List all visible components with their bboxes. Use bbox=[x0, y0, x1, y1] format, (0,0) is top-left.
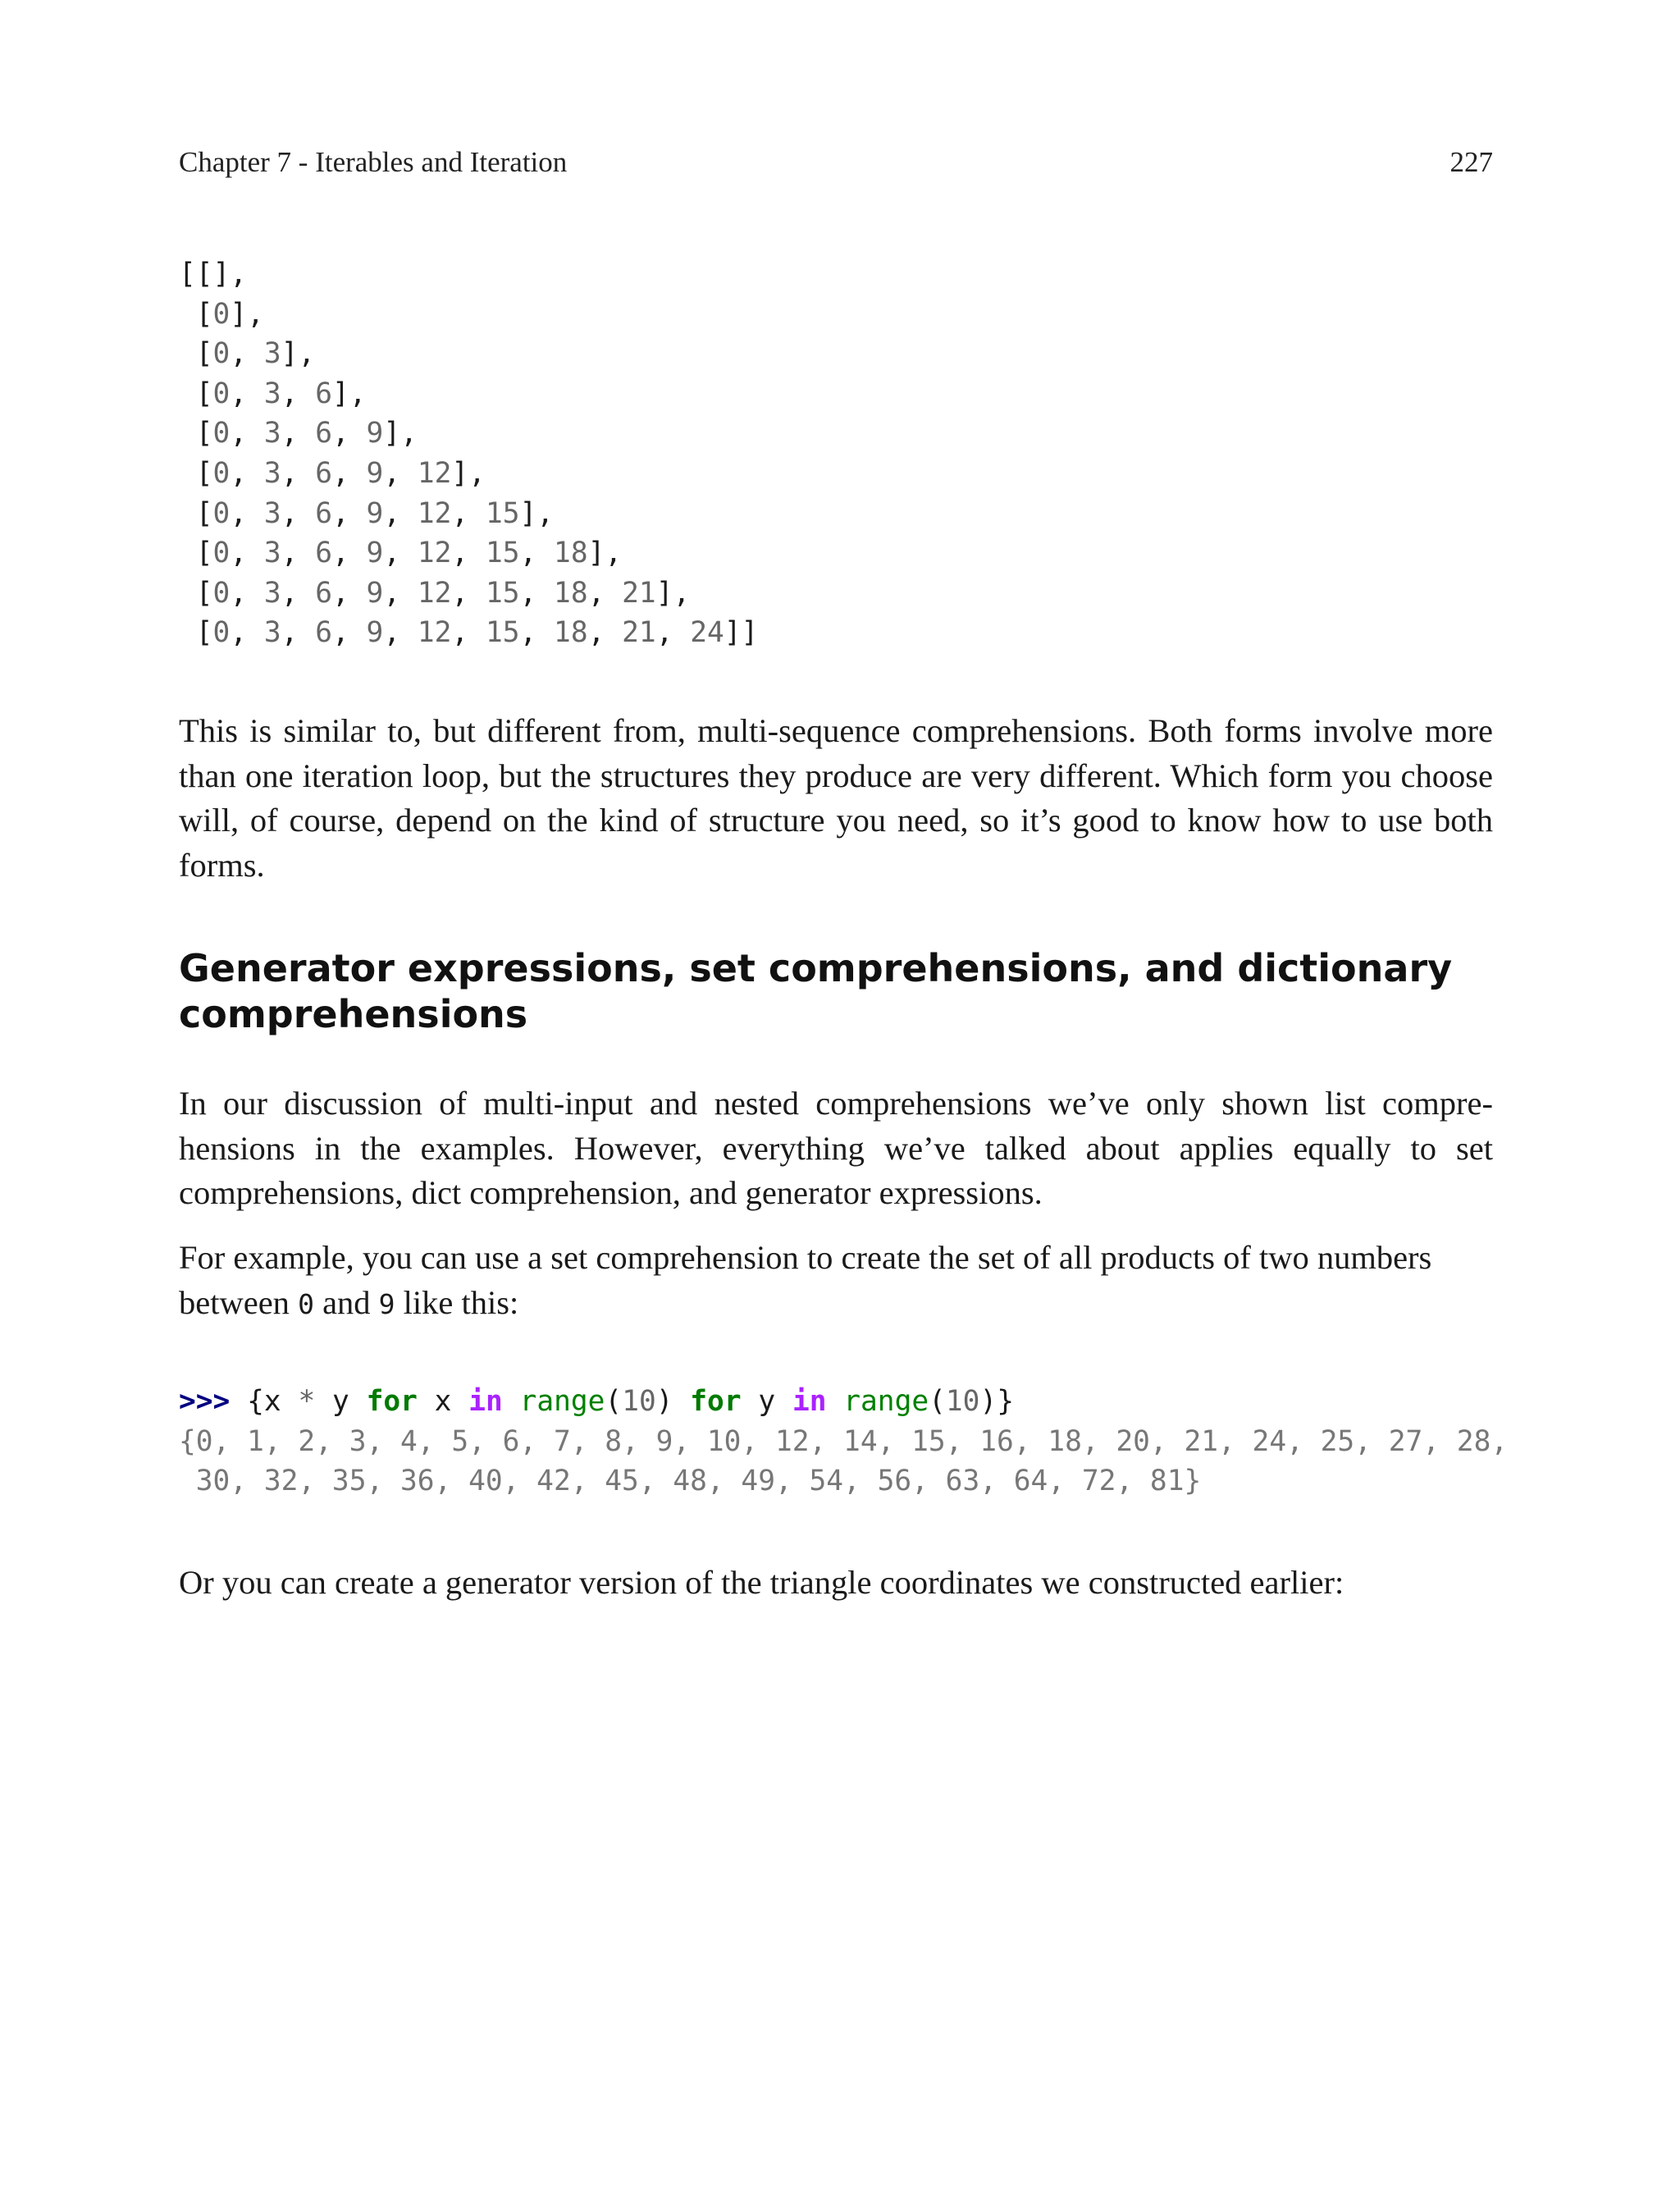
code-var-x: x bbox=[434, 1385, 452, 1418]
code-builtin-range: range bbox=[519, 1385, 605, 1418]
code-builtin-range: range bbox=[843, 1385, 929, 1418]
paragraph-intro: In our discussion of multi-input and nested comprehensions we’ve only shown list comprehensions in the examples. However, everything we’ve talked about applies equally to set comprehensions, dict comprehension, and generator expressions. bbox=[179, 1085, 1493, 1211]
paragraph-comparison: This is similar to, but different from, multi-sequence comprehensions. Both forms involve more than one iteration loop, but the structures they produce are very different. Which form you choose will, of course, depend on the kind of structure you need, so it’s good to know how to use both forms. bbox=[179, 712, 1493, 884]
code-output-line: 30, 32, 35, 36, 40, 42, 45, 48, 49, 54, 56, 63, 64, 72, 81} bbox=[179, 1465, 1202, 1498]
code-keyword-for: for bbox=[366, 1385, 418, 1418]
listing-line: [0, 3, 6, 9, 12, 15, 18, 21, 24]] bbox=[179, 616, 759, 650]
code-number: 10 bbox=[945, 1385, 980, 1418]
code-operator-times: * bbox=[298, 1385, 316, 1418]
listing-line: [0, 3, 6, 9, 12], bbox=[179, 456, 486, 490]
code-keyword-in: in bbox=[468, 1385, 503, 1418]
code-keyword-in: in bbox=[792, 1385, 827, 1418]
code-var-y: y bbox=[758, 1385, 776, 1418]
running-header bbox=[179, 146, 1493, 187]
code-var-x: x bbox=[263, 1385, 281, 1418]
paragraph-example-text-2: and bbox=[313, 1283, 379, 1321]
paragraph-example-text-1: For example, you can use a set comprehension to create the set of all products of two numbers between bbox=[179, 1239, 1432, 1321]
listing-line: [0, 3, 6], bbox=[179, 377, 367, 410]
listing-line: [0, 3, 6, 9, 12, 15], bbox=[179, 496, 555, 530]
code-brace-open: { bbox=[247, 1385, 264, 1418]
listing-line: [0, 3], bbox=[179, 337, 316, 371]
page-number: 227 bbox=[1449, 146, 1493, 178]
set-comprehension-code-block bbox=[179, 1382, 1508, 1502]
section-heading: Generator expressions, set comprehensions, and dictionary comprehensions bbox=[179, 946, 1453, 1036]
listing-line: [0, 3, 6, 9, 12, 15, 18], bbox=[179, 537, 623, 570]
chapter-title: Chapter 7 - Iterables and Iteration bbox=[179, 146, 568, 178]
repl-prompt: >>> bbox=[179, 1385, 231, 1418]
listing-line: [0, 3, 6, 9], bbox=[179, 417, 418, 450]
paragraph-example bbox=[179, 1236, 1493, 1327]
output-code-block bbox=[179, 254, 758, 653]
code-brace-close: } bbox=[997, 1385, 1015, 1418]
paragraph-generator: Or you can create a generator version of the triangle coordinates we constructed earlier: bbox=[179, 1564, 1344, 1601]
listing-line: [[], bbox=[179, 258, 248, 290]
code-var-y: y bbox=[332, 1385, 349, 1418]
listing-line: [0, 3, 6, 9, 12, 15, 18, 21], bbox=[179, 576, 691, 610]
inline-code-nine: 9 bbox=[378, 1287, 395, 1320]
code-number: 10 bbox=[622, 1385, 656, 1418]
code-input-line: >>> {x * y for x in range(10) for y in range(10)} bbox=[179, 1385, 1015, 1418]
paragraph-example-text-3: like this: bbox=[395, 1283, 519, 1321]
code-output-line: {0, 1, 2, 3, 4, 5, 6, 7, 8, 9, 10, 12, 14, 15, 16, 18, 20, 21, 24, 25, 27, 28, bbox=[179, 1424, 1509, 1458]
code-keyword-for: for bbox=[690, 1385, 742, 1418]
inline-code-zero: 0 bbox=[298, 1287, 314, 1320]
listing-line: [0], bbox=[179, 297, 264, 331]
